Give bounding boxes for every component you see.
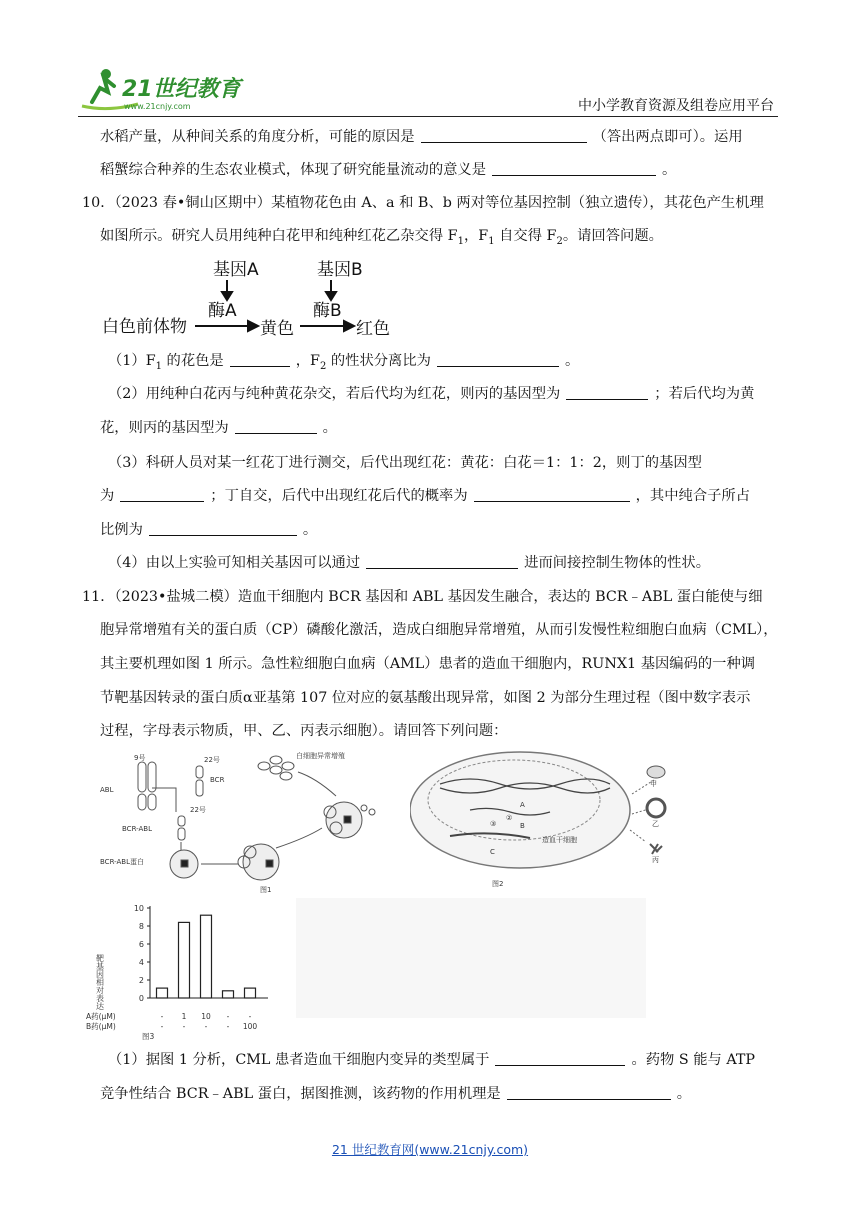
- svg-text:22号: 22号: [190, 806, 206, 814]
- svg-text:乙: 乙: [652, 820, 659, 828]
- sub-question-2: （2）用纯种白花丙与纯种黄花杂交，若后代均为红花，则丙的基因型为 ；若后代均为黄: [108, 386, 755, 402]
- question-10-stem: 10．（2023 春•铜山区期中）某植物花色由 A、a 和 B、b 两对等位基因控制（独立遗传），其花色产生机理: [82, 195, 764, 211]
- question-11-stem: 11．（2023•盐城二模）造血干细胞内 BCR 基因和 ABL 基因发生融合，表达的 BCR﹣ABL 蛋白能使与细: [82, 589, 763, 605]
- bar: [157, 988, 168, 998]
- sub-question-4: （4）由以上实验可知相关基因可以通过 进而间接控制生物体的性状。: [108, 555, 711, 571]
- text-line: 为 ；丁自交，后代中出现红花后代的概率为 ，其中纯合子所占: [100, 488, 751, 504]
- figure-2: [410, 750, 710, 890]
- category-label-b: -: [160, 1022, 164, 1031]
- svg-text:丙: 丙: [652, 856, 659, 864]
- sub-question-1: $(1)F_1$ 的花色是 ，$F_2$ 的性状分离比为 。: [108, 353, 580, 372]
- flower-color-diagram: [100, 256, 400, 340]
- category-label-a: -: [226, 1012, 230, 1021]
- figure-3-chart: [86, 898, 646, 1040]
- category-label-b: 100: [242, 1022, 258, 1031]
- row-label-b: B药(μM): [86, 1022, 116, 1031]
- svg-text:甲: 甲: [650, 780, 657, 788]
- svg-text:造血干细胞: 造血干细胞: [542, 836, 577, 844]
- header-rule: [78, 116, 778, 117]
- svg-text:B: B: [520, 822, 525, 830]
- figure-1: [86, 748, 406, 896]
- y-tick-label: 0: [138, 994, 144, 1003]
- svg-text:21世纪教育: 21世纪教育: [122, 77, 241, 102]
- platform-title: 中小学教育资源及组卷应用平台: [578, 98, 774, 114]
- y-axis-label: 靶基因相对表达: [95, 954, 105, 1010]
- svg-text:www.21cnjy.com: www.21cnjy.com: [124, 102, 191, 111]
- enzyme-a-label: 酶A: [208, 301, 237, 321]
- svg-text:9号: 9号: [134, 754, 146, 762]
- svg-text:ABL: ABL: [100, 786, 114, 794]
- svg-text:白细胞异常增殖: 白细胞异常增殖: [296, 752, 345, 760]
- svg-text:图1: 图1: [260, 886, 272, 894]
- category-label-a: -: [160, 1012, 164, 1021]
- text-line: 比例为 。: [100, 522, 318, 538]
- svg-text:BCR-ABL蛋白: BCR-ABL蛋白: [100, 858, 145, 866]
- text-line: 稻蟹综合种养的生态农业模式，体现了研究能量流动的意义是 。: [100, 162, 677, 178]
- svg-text:图2: 图2: [492, 880, 504, 888]
- category-label-a: -: [248, 1012, 252, 1021]
- sub-question-3: （3）科研人员对某一红花丁进行测交，后代出现红花：黄花：白花＝1：1：2，则丁的基因型: [108, 455, 702, 471]
- text-line: 如图所示。研究人员用纯种白花甲和纯种红花乙杂交得 $F_1$，$F_1$ 自交得 $F_2$。请回答问题。: [100, 228, 663, 247]
- figure-3-caption: 图3: [142, 1032, 155, 1040]
- row-label-a: A药(μM): [86, 1012, 116, 1021]
- site-logo: [78, 66, 258, 116]
- category-label-b: -: [182, 1022, 186, 1031]
- svg-text:③: ③: [490, 820, 497, 828]
- svg-text:BCR: BCR: [210, 776, 225, 784]
- gene-a-label: 基因A: [213, 260, 259, 280]
- text-line: 水稻产量，从种间关系的角度分析，可能的原因是 （答出两点即可）。运用: [100, 129, 743, 145]
- y-tick-label: 8: [138, 922, 144, 931]
- y-tick-label: 4: [138, 958, 144, 967]
- svg-text:C: C: [490, 848, 495, 856]
- text-line: 过程，字母表示物质，甲、乙、丙表示细胞）。请回答下列问题：: [100, 723, 508, 739]
- gene-b-label: 基因B: [317, 260, 363, 280]
- red-label: 红色: [356, 319, 390, 339]
- svg-text:A: A: [520, 801, 525, 809]
- text-line: 胞异常增殖有关的蛋白质（CP）磷酸化激活，造成白细胞异常增殖，从而引发慢性粒细胞白血病（CML），: [100, 622, 778, 638]
- q11-sub-question-1: （1）据图 1 分析，CML 患者造血干细胞内变异的类型属于 。药物 S 能与 ATP: [108, 1052, 756, 1068]
- category-label-a: 10: [201, 1012, 211, 1021]
- text-line: 其主要机理如图 1 所示。急性粒细胞白血病（AML）患者的造血干细胞内，RUNX1 基因编码的一种调: [100, 656, 756, 672]
- bar: [179, 922, 190, 998]
- y-tick-label: 10: [133, 904, 144, 913]
- bar: [201, 915, 212, 998]
- category-label-b: -: [204, 1022, 208, 1031]
- text-line: 竞争性结合 BCR﹣ABL 蛋白，据图推测，该药物的作用机理是 。: [100, 1086, 692, 1102]
- svg-text:②: ②: [506, 814, 513, 822]
- footer-link[interactable]: 21 世纪教育网(www.21cnjy.com): [331, 1142, 529, 1157]
- text-line: 花，则丙的基因型为 。: [100, 420, 337, 436]
- precursor-label: 白色前体物: [102, 317, 187, 337]
- y-tick-label: 2: [138, 976, 144, 985]
- y-tick-label: 6: [138, 940, 144, 949]
- category-label-b: -: [226, 1022, 230, 1031]
- category-label-a: 1: [181, 1012, 187, 1021]
- svg-text:22号: 22号: [204, 756, 220, 764]
- text-line: 节靶基因转录的蛋白质α亚基第 107 位对应的氨基酸出现异常，如图 2 为部分生理过程（图中数字表示: [100, 690, 751, 706]
- svg-text:BCR-ABL: BCR-ABL: [122, 825, 153, 833]
- yellow-label: 黄色: [260, 319, 294, 339]
- enzyme-b-label: 酶B: [313, 301, 342, 321]
- bar: [223, 991, 234, 998]
- bar: [245, 988, 256, 998]
